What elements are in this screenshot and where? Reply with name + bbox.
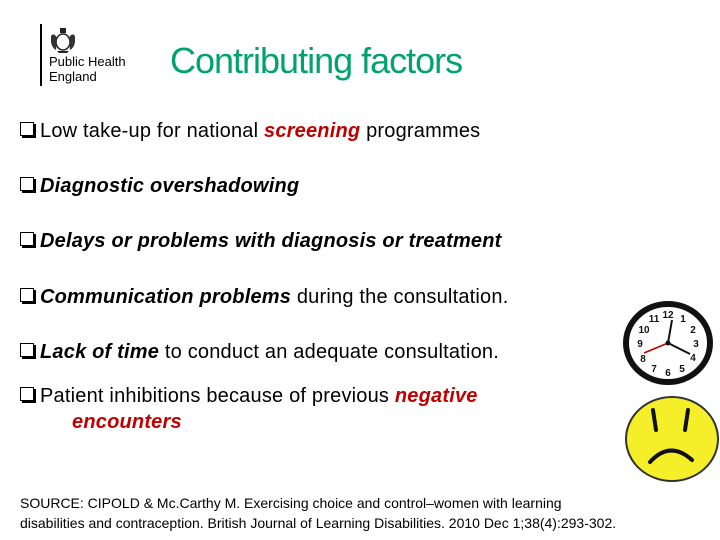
logo-line2: England	[49, 69, 97, 84]
checkbox-bullet-icon	[20, 177, 34, 191]
bullet-emphasis: Communication problems	[40, 286, 292, 308]
page-title: Contributing factors	[170, 40, 463, 81]
clock-number: 1	[680, 314, 686, 325]
bullet-emphasis: screening	[264, 120, 361, 142]
source-citation	[20, 493, 720, 533]
bullet-text: Diagnostic overshadowing	[40, 175, 300, 197]
bullet-item	[20, 383, 478, 435]
logo-divider	[40, 24, 42, 86]
source-line2: disabilities and contraception. British Journal of Learning Disabilities. 2010 Dec 1;38(4):293-302.	[20, 515, 617, 531]
clock-number: 6	[665, 368, 671, 379]
source-line1: SOURCE: CIPOLD & Mc.Carthy M. Exercising choice and control–women with learning	[20, 495, 562, 511]
clock-number: 9	[637, 339, 643, 350]
bullet-emphasis: negative	[394, 385, 478, 407]
bullet-text: Delays or problems with diagnosis or treatment	[40, 230, 502, 252]
royal-crest-icon	[48, 26, 78, 54]
clock-number: 4	[690, 353, 696, 364]
clock-number: 8	[640, 354, 646, 365]
bullet-item	[20, 228, 502, 254]
clock-number: 3	[693, 339, 699, 350]
clock-number: 2	[690, 325, 696, 336]
bullet-item	[20, 173, 299, 199]
clock-icon	[622, 300, 714, 386]
bullet-item	[20, 339, 499, 365]
phe-logo	[40, 24, 150, 90]
bullet-text: to conduct an adequate consultation.	[159, 341, 499, 363]
bullet-emphasis-continued: encounters	[72, 411, 182, 433]
clock-number: 5	[679, 364, 685, 375]
sad-face-icon	[620, 392, 720, 482]
checkbox-bullet-icon	[20, 387, 34, 401]
clock-number: 12	[662, 310, 674, 321]
checkbox-bullet-icon	[20, 343, 34, 357]
logo-text	[49, 54, 126, 84]
bullet-item	[20, 118, 480, 144]
bullet-text: during the consultation.	[291, 286, 509, 308]
bullet-text: Patient inhibitions because of previous	[40, 385, 395, 407]
clock-number: 11	[648, 314, 660, 325]
bullet-item	[20, 284, 508, 310]
bullet-text: Low take-up for national	[40, 120, 265, 142]
clock-number: 7	[651, 364, 657, 375]
bullet-emphasis: Lack of time	[40, 341, 160, 363]
checkbox-bullet-icon	[20, 288, 34, 302]
checkbox-bullet-icon	[20, 232, 34, 246]
logo-line1: Public Health	[49, 54, 126, 69]
checkbox-bullet-icon	[20, 122, 34, 136]
bullet-text: programmes	[360, 120, 481, 142]
clock-number: 10	[638, 325, 650, 336]
